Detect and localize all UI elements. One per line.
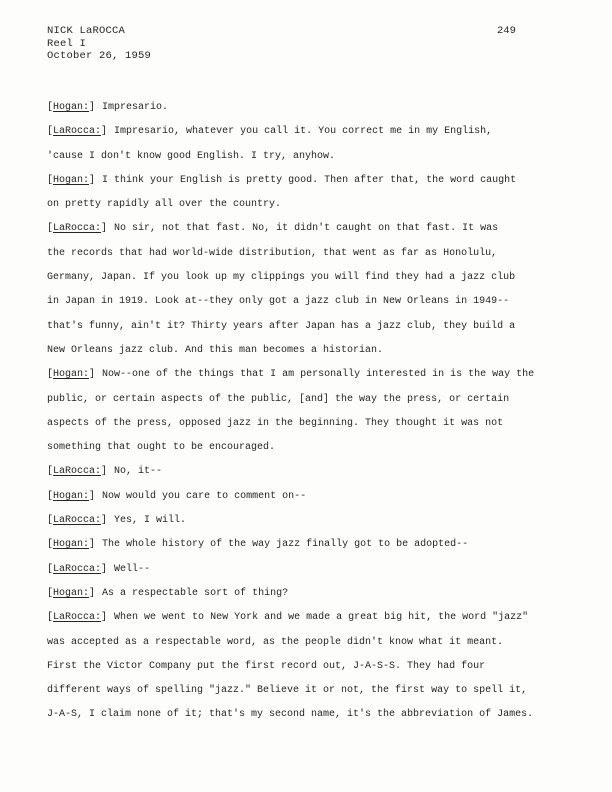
transcript-line — [47, 266, 547, 290]
utterance-text: As a respectable sort of thing? — [102, 587, 289, 599]
utterance-text: Yes, I will. — [114, 515, 187, 527]
utterance-text: Well-- — [114, 563, 151, 575]
speaker-label — [47, 533, 95, 557]
utterance-text: No, it-- — [114, 466, 163, 478]
speaker-label — [47, 217, 107, 241]
transcript-line — [47, 388, 547, 412]
continuation-text: Germany, Japan. If you look up my clippings you will find they had a jazz club — [47, 272, 516, 284]
utterance-text: Now would you care to comment on-- — [102, 490, 307, 502]
continuation-text: the records that had world-wide distribution, that went as far as Honolulu, — [47, 247, 498, 259]
transcript-line — [47, 509, 547, 533]
speaker-name: LaRocca: — [53, 563, 102, 575]
continuation-text: was accepted as a respectable word, as the people didn't know what it meant. — [47, 636, 504, 648]
transcript-line — [47, 655, 547, 679]
utterance-text: The whole history of the way jazz finally got to be adopted-- — [102, 539, 469, 551]
continuation-text: different ways of spelling "jazz." Believe it or not, the first way to spell it, — [47, 685, 528, 697]
transcript-line — [47, 679, 547, 703]
continuation-text: aspects of the press, opposed jazz in the beginning. They thought it was not — [47, 417, 504, 429]
transcript-line — [47, 315, 547, 339]
transcript-line — [47, 558, 547, 582]
speaker-name: Hogan: — [53, 587, 90, 599]
speaker-label — [47, 485, 95, 509]
transcript-line — [47, 703, 547, 727]
speaker-name: LaRocca: — [53, 515, 102, 527]
utterance-text: Impresario, whatever you call it. You correct me in my English, — [114, 126, 493, 138]
speaker-label — [47, 509, 107, 533]
speaker-label — [47, 460, 107, 484]
speaker-name: Hogan: — [53, 369, 90, 381]
speaker-name: LaRocca: — [53, 126, 102, 138]
continuation-text: that's funny, ain't it? Thirty years after Japan has a jazz club, they build a — [47, 320, 516, 332]
continuation-text: in Japan in 1919. Look at--they only got a jazz club in New Orleans in 1949-- — [47, 296, 510, 308]
continuation-text: something that ought to be encouraged. — [47, 442, 276, 454]
transcript-line — [47, 145, 547, 169]
transcript-line — [47, 242, 547, 266]
transcript-line — [47, 436, 547, 460]
speaker-name: LaRocca: — [53, 612, 102, 624]
transcript-line — [47, 217, 547, 241]
transcript-line — [47, 290, 547, 314]
document-header — [47, 25, 151, 63]
speaker-label — [47, 558, 107, 582]
page-number: 249 — [497, 25, 516, 37]
speaker-label — [47, 606, 107, 630]
interviewee-name: NICK LaROCCA — [47, 25, 126, 37]
transcript-line — [47, 412, 547, 436]
transcript-line — [47, 96, 547, 120]
speaker-label — [47, 582, 95, 606]
continuation-text: 'cause I don't know good English. I try, anyhow. — [47, 150, 336, 162]
transcript-line — [47, 193, 547, 217]
speaker-label — [47, 120, 107, 144]
speaker-name: LaRocca: — [53, 466, 102, 478]
transcript-line — [47, 485, 547, 509]
transcript-line — [47, 582, 547, 606]
continuation-text: on pretty rapidly all over the country. — [47, 199, 282, 211]
transcript-line — [47, 460, 547, 484]
reel-label: Reel I — [47, 37, 87, 50]
transcript-line — [47, 631, 547, 655]
continuation-text: J-A-S, I claim none of it; that's my second name, it's the abbreviation of James. — [47, 709, 534, 721]
interview-date: October 26, 1959 — [47, 50, 152, 62]
utterance-text: No sir, not that fast. No, it didn't caught on that fast. It was — [114, 223, 499, 235]
transcript-line — [47, 120, 547, 144]
transcript-line — [47, 533, 547, 557]
utterance-text: When we went to New York and we made a great big hit, the word "jazz" — [114, 612, 529, 624]
speaker-name: LaRocca: — [53, 223, 102, 235]
transcript-line — [47, 169, 547, 193]
speaker-name: Hogan: — [53, 490, 90, 502]
utterance-text: Now--one of the things that I am personally interested in is the way the — [102, 369, 535, 381]
transcript-line — [47, 363, 547, 387]
speaker-name: Hogan: — [53, 174, 90, 186]
transcript-line — [47, 339, 547, 363]
utterance-text: I think your English is pretty good. Then after that, the word caught — [102, 174, 517, 186]
continuation-text: New Orleans jazz club. And this man becomes a historian. — [47, 344, 384, 356]
utterance-text: Impresario. — [102, 102, 169, 113]
speaker-label — [47, 96, 95, 120]
speaker-label — [47, 169, 95, 193]
transcript-body — [47, 96, 547, 728]
speaker-label — [47, 363, 95, 387]
transcript-line — [47, 606, 547, 630]
continuation-text: public, or certain aspects of the public, [and] the way the press, or certain — [47, 393, 510, 405]
speaker-name: Hogan: — [53, 102, 90, 113]
continuation-text: First the Victor Company put the first record out, J-A-S-S. They had four — [47, 660, 486, 672]
speaker-name: Hogan: — [53, 539, 90, 551]
